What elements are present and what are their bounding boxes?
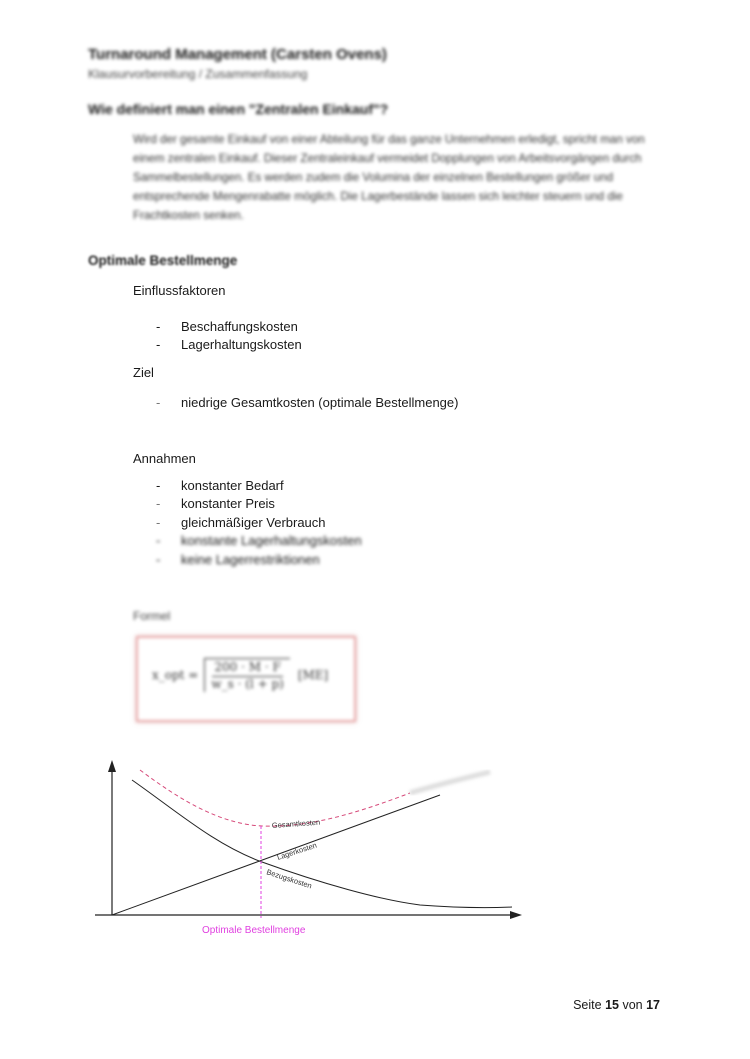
list-item: - konstante Lagerhaltungskosten <box>156 533 362 549</box>
list-item: - Beschaffungskosten <box>156 318 298 334</box>
annahmen-list <box>156 476 362 569</box>
list-item: - gleichmäßiger Verbrauch <box>156 514 326 530</box>
document-title: Turnaround Management (Carsten Ovens) <box>88 46 387 63</box>
formula-box <box>136 636 356 722</box>
page-total: 17 <box>646 998 660 1012</box>
y-axis-arrow <box>108 760 116 772</box>
bezugskosten-label: Bezugskosten <box>265 867 313 891</box>
page-number: 15 <box>605 998 619 1012</box>
formula-lhs: x_opt = <box>152 668 199 682</box>
annahmen-label: Annahmen <box>133 451 196 466</box>
cost-diagram <box>0 740 750 950</box>
ziel-label: Ziel <box>133 365 154 380</box>
formula-denominator: w_s · (l + p) <box>211 677 284 691</box>
document-subtitle: Klausurvorbereitung / Zusammenfassung <box>88 67 308 81</box>
list-item: - konstanter Bedarf <box>156 477 284 493</box>
list-item: - konstanter Preis <box>156 496 275 512</box>
gesamtkosten-curve-faded <box>410 772 490 793</box>
formula <box>152 658 328 692</box>
formula-radical <box>204 658 289 692</box>
optimal-label: Optimale Bestellmenge <box>202 925 306 936</box>
ziel-list <box>156 393 458 412</box>
formula-numerator: 200 · M · F <box>212 660 282 677</box>
gesamtkosten-curve <box>140 770 410 826</box>
list-item: - Lagerhaltungskosten <box>156 337 302 353</box>
x-axis-arrow <box>510 911 522 919</box>
section-heading: Optimale Bestellmenge <box>88 253 238 268</box>
formel-label: Formel <box>133 609 171 623</box>
lagerkosten-label: Lagerkosten <box>275 840 318 862</box>
page-footer: Seite 15 von 17 <box>573 998 660 1012</box>
formula-unit: [ME] <box>297 668 329 682</box>
einflussfaktoren-list <box>156 317 302 354</box>
gesamtkosten-label: Gesamtkosten <box>271 817 321 830</box>
einflussfaktoren-label: Einflussfaktoren <box>133 283 226 298</box>
question-paragraph: Wird der gesamte Einkauf von einer Abteilung für das ganze Unternehmen erledigt, spricht man von einem zentralen Einkauf. Dieser Zentraleinkauf vermeidet Dopplungen von Arbeitsvorgängen durch Sammelbestellungen. Es werden zudem die Volumina der einzelnen Bestellungen größer und entsprechende Mengenrabatte möglich. Die Lagerbestände lassen sich leichter steuern und die Frachtkosten senken. <box>133 133 645 222</box>
list-item: - niedrige Gesamtkosten (optimale Bestellmenge) <box>156 394 459 410</box>
question-heading: Wie definiert man einen "Zentralen Einkauf"? <box>88 101 389 117</box>
list-item: - keine Lagerrestriktionen <box>156 551 320 567</box>
bezugskosten-curve <box>132 780 512 908</box>
